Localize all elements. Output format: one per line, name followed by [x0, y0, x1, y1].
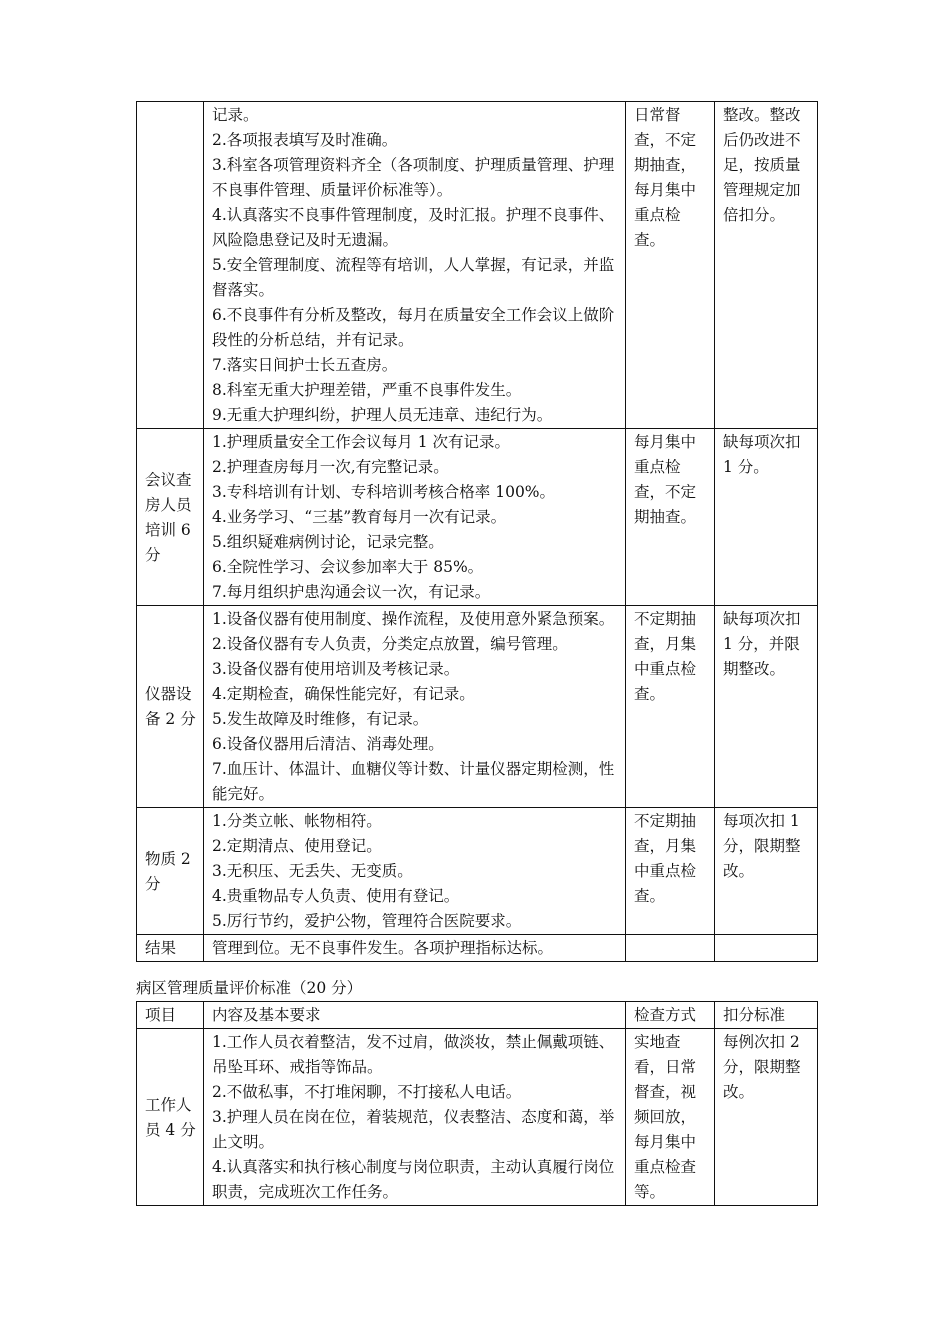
content-line: 1.护理质量安全工作会议每月 1 次有记录。: [212, 433, 511, 451]
header-method: 检查方式: [626, 1002, 715, 1029]
content-line: 5.安全管理制度、流程等有培训，人人掌握，有记录，并监督落实。: [212, 256, 615, 299]
row-content: [204, 102, 626, 429]
row-deduction: 整改。整改后仍改进不足，按质量管理规定加倍扣分。: [715, 102, 818, 429]
content-line: 3.专科培训有计划、专科培训考核合格率 100%。: [212, 483, 556, 501]
content-line: 6.不良事件有分析及整改，每月在质量安全工作会议上做阶段性的分析总结，并有记录。: [212, 306, 615, 349]
content-line: 3.无积压、无丢失、无变质。: [212, 862, 413, 880]
header-content: 内容及基本要求: [204, 1002, 626, 1029]
content-line: 4.业务学习、“三基”教育每月一次有记录。: [212, 508, 507, 526]
content-line: 7.落实日间护士长五查房。: [212, 356, 398, 374]
content-line: 3.科室各项管理资料齐全（各项制度、护理质量管理、护理不良事件管理、质量评价标准等）。: [212, 156, 615, 199]
row-method: 不定期抽查，月集中重点检查。: [626, 606, 715, 808]
row-method: 每月集中重点检查，不定期抽查。: [626, 429, 715, 606]
row-content: [204, 429, 626, 606]
header-deduction: 扣分标准: [715, 1002, 818, 1029]
table-header-row: [137, 1002, 818, 1029]
table-row: [137, 102, 818, 429]
row-content: [204, 935, 626, 962]
content-line: 7.每月组织护患沟通会议一次，有记录。: [212, 583, 491, 601]
row-deduction: 每例次扣 2 分，限期整改。: [715, 1029, 818, 1206]
table2-body: [137, 1029, 818, 1206]
section-title: 病区管理质量评价标准（20 分）: [136, 979, 363, 997]
content-line: 5.发生故障及时维修，有记录。: [212, 710, 429, 728]
content-line: 5.组织疑难病例讨论，记录完整。: [212, 533, 444, 551]
content-line: 8.科室无重大护理差错，严重不良事件发生。: [212, 381, 522, 399]
row-item: 结果: [137, 935, 204, 962]
row-item: 物质 2 分: [137, 808, 204, 935]
row-deduction: 缺每项次扣 1 分。: [715, 429, 818, 606]
content-line: 5.厉行节约，爱护公物，管理符合医院要求。: [212, 912, 522, 930]
content-line: 2.各项报表填写及时准确。: [212, 131, 398, 149]
table-row: [137, 1029, 818, 1206]
ward-management-table: [136, 1001, 818, 1206]
content-line: 2.护理查房每月一次,有完整记录。: [212, 458, 449, 476]
content-line: 4.定期检查，确保性能完好，有记录。: [212, 685, 475, 703]
row-item: 会议查房人员培训 6 分: [137, 429, 204, 606]
content-line: 3.护理人员在岗在位，着装规范，仪表整洁、态度和蔼，举止文明。: [212, 1108, 615, 1151]
table-row: [137, 935, 818, 962]
row-content: [204, 606, 626, 808]
content-line: 7.血压计、体温计、血糖仪等计数、计量仪器定期检测，性能完好。: [212, 760, 615, 803]
content-line: 记录。: [212, 106, 259, 124]
row-content: [204, 1029, 626, 1206]
table-row: [137, 606, 818, 808]
content-line: 2.定期清点、使用登记。: [212, 837, 382, 855]
table-row: [137, 808, 818, 935]
content-line: 4.贵重物品专人负责、使用有登记。: [212, 887, 460, 905]
content-line: 3.设备仪器有使用培训及考核记录。: [212, 660, 460, 678]
evaluation-table-continued: [136, 101, 818, 962]
row-method: [626, 935, 715, 962]
table-row: [137, 429, 818, 606]
row-deduction: 缺每项次扣 1 分，并限期整改。: [715, 606, 818, 808]
content-line: 管理到位。无不良事件发生。各项护理指标达标。: [212, 939, 554, 957]
content-line: 2.设备仪器有专人负责，分类定点放置，编号管理。: [212, 635, 568, 653]
content-line: 1.工作人员衣着整洁，发不过肩，做淡妆，禁止佩戴项链、吊坠耳环、戒指等饰品。: [212, 1033, 615, 1076]
header-item: 项目: [137, 1002, 204, 1029]
row-item: 仪器设备 2 分: [137, 606, 204, 808]
content-line: 4.认真落实不良事件管理制度，及时汇报。护理不良事件、风险隐患登记及时无遗漏。: [212, 206, 615, 249]
row-method: 不定期抽查，月集中重点检查。: [626, 808, 715, 935]
row-deduction: [715, 935, 818, 962]
content-line: 1.设备仪器有使用制度、操作流程，及使用意外紧急预案。: [212, 610, 615, 628]
row-method: 日常督查，不定期抽查，每月集中重点检查。: [626, 102, 715, 429]
content-line: 6.设备仪器用后清洁、消毒处理。: [212, 735, 444, 753]
row-content: [204, 808, 626, 935]
content-line: 4.认真落实和执行核心制度与岗位职责，主动认真履行岗位职责，完成班次工作任务。: [212, 1158, 615, 1201]
content-line: 2.不做私事，不打堆闲聊，不打接私人电话。: [212, 1083, 522, 1101]
content-line: 9.无重大护理纠纷，护理人员无违章、违纪行为。: [212, 406, 553, 424]
table1-body: [137, 102, 818, 962]
content-line: 6.全院性学习、会议参加率大于 85%。: [212, 558, 484, 576]
row-method: 实地查看，日常督查，视频回放，每月集中重点检查等。: [626, 1029, 715, 1206]
content-line: 1.分类立帐、帐物相符。: [212, 812, 382, 830]
row-item: 工作人员 4 分: [137, 1029, 204, 1206]
row-item: [137, 102, 204, 429]
row-deduction: 每项次扣 1 分，限期整改。: [715, 808, 818, 935]
